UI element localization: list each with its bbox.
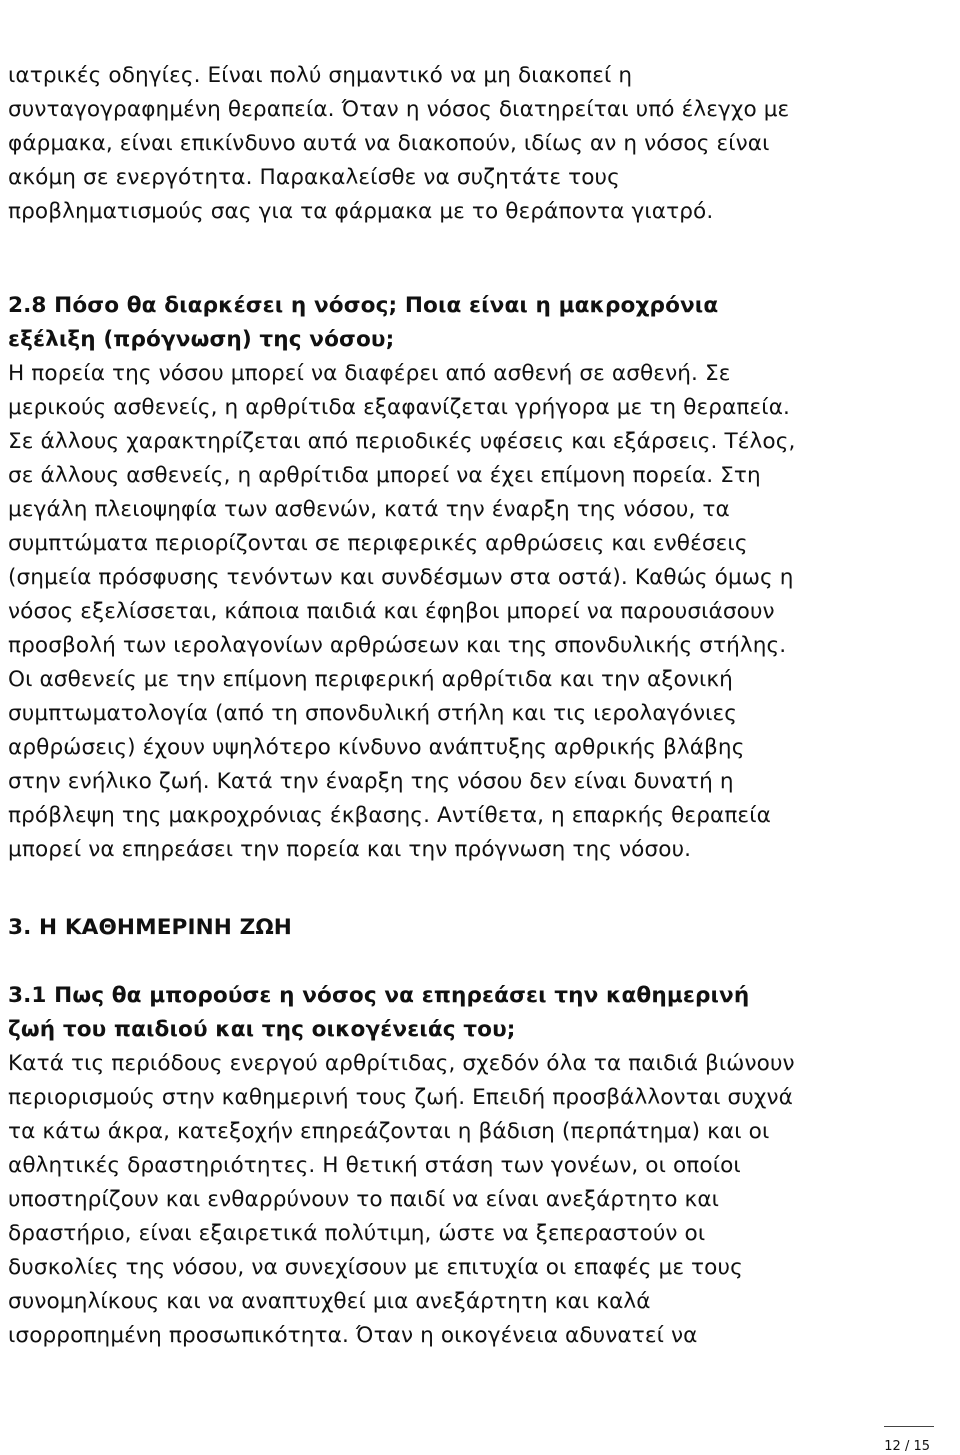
text-line: δραστήριο, είναι εξαιρετικά πολύτιμη, ώστε να ξεπεραστούν οι: [8, 1221, 706, 1246]
text-line: αθλητικές δραστηριότητες. Η θετική στάση των γονέων, οι οποίοι: [8, 1153, 741, 1178]
text-line: περιορισμούς στην καθημερινή τους ζωή. Επειδή προσβάλλονται συχνά: [8, 1085, 793, 1110]
text-line: Σε άλλους χαρακτηρίζεται από περιοδικές υφέσεις και εξάρσεις. Τέλος,: [8, 429, 796, 454]
text-line: Οι ασθενείς με την επίμονη περιφερική αρθρίτιδα και την αξονική: [8, 667, 733, 692]
page-number: 12 / 15: [884, 1439, 930, 1454]
page-footer: [0, 1414, 960, 1454]
text-line: νόσος εξελίσσεται, κάποια παιδιά και έφηβοι μπορεί να παρουσιάσουν: [8, 599, 775, 624]
text-line: σε άλλους ασθενείς, η αρθρίτιδα μπορεί να έχει επίμονη πορεία. Στη: [8, 463, 761, 488]
text-line: ισορροπημένη προσωπικότητα. Όταν η οικογένεια αδυνατεί να: [8, 1323, 698, 1348]
section-heading: εξέλιξη (πρόγνωση) της νόσου;: [8, 327, 395, 352]
section-heading: 2.8 Πόσο θα διαρκέσει η νόσος; Ποια είναι η μακροχρόνια: [8, 293, 719, 318]
chapter-heading: 3. Η ΚΑΘΗΜΕΡΙΝΗ ΖΩΗ: [8, 915, 292, 940]
text-line: ακόμη σε ενεργότητα. Παρακαλείσθε να συζητάτε τους: [8, 165, 620, 190]
text-line: συνταγογραφημένη θεραπεία. Όταν η νόσος διατηρείται υπό έλεγχο με: [8, 97, 790, 122]
text-line: (σημεία πρόσφυσης τενόντων και συνδέσμων στα οστά). Καθώς όμως η: [8, 565, 794, 590]
text-line: μερικούς ασθενείς, η αρθρίτιδα εξαφανίζεται γρήγορα με τη θεραπεία.: [8, 395, 790, 420]
text-line: στην ενήλικο ζωή. Κατά την έναρξη της νόσου δεν είναι δυνατή η: [8, 769, 734, 794]
text-line: μπορεί να επηρεάσει την πορεία και την πρόγνωση της νόσου.: [8, 837, 692, 862]
text-line: συμπτωματολογία (από τη σπονδυλική στήλη και τις ιερολαγόνιες: [8, 701, 738, 726]
section-heading: 3.1 Πως θα μπορούσε η νόσος να επηρεάσει την καθημερινή: [8, 983, 750, 1008]
text-line: αρθρώσεις) έχουν υψηλότερο κίνδυνο ανάπτυξης αρθρικής βλάβης: [8, 735, 745, 760]
text-line: δυσκολίες της νόσου, να συνεχίσουν με επιτυχία οι επαφές με τους: [8, 1255, 743, 1280]
text-line: πρόβλεψη της μακροχρόνιας έκβασης. Αντίθετα, η επαρκής θεραπεία: [8, 803, 771, 828]
text-line: προβληματισμούς σας για τα φάρμακα με το θεράποντα γιατρό.: [8, 199, 714, 224]
text-line: συμπτώματα περιορίζονται σε περιφερικές αρθρώσεις και ενθέσεις: [8, 531, 748, 556]
text-line: φάρμακα, είναι επικίνδυνο αυτά να διακοπούν, ιδίως αν η νόσος είναι: [8, 131, 770, 156]
text-line: μεγάλη πλειοψηφία των ασθενών, κατά την έναρξη της νόσου, τα: [8, 497, 730, 522]
text-line: συνομηλίκους και να αναπτυχθεί μια ανεξάρτητη και καλά: [8, 1289, 651, 1314]
text-line: προσβολή των ιερολαγονίων αρθρώσεων και της σπονδυλικής στήλης.: [8, 633, 787, 658]
text-line: Η πορεία της νόσου μπορεί να διαφέρει από ασθενή σε ασθενή. Σε: [8, 361, 731, 386]
text-line: τα κάτω άκρα, κατεξοχήν επηρεάζονται η βάδιση (περπάτημα) και οι: [8, 1119, 770, 1144]
text-line: ιατρικές οδηγίες. Είναι πολύ σημαντικό να μη διακοπεί η: [8, 63, 633, 88]
text-line: υποστηρίζουν και ενθαρρύνουν το παιδί να είναι ανεξάρτητο και: [8, 1187, 720, 1212]
text-line: Κατά τις περιόδους ενεργού αρθρίτιδας, σχεδόν όλα τα παιδιά βιώνουν: [8, 1051, 795, 1076]
section-heading: ζωή του παιδιού και της οικογένειάς του;: [8, 1017, 516, 1042]
footer-divider: [884, 1426, 934, 1427]
